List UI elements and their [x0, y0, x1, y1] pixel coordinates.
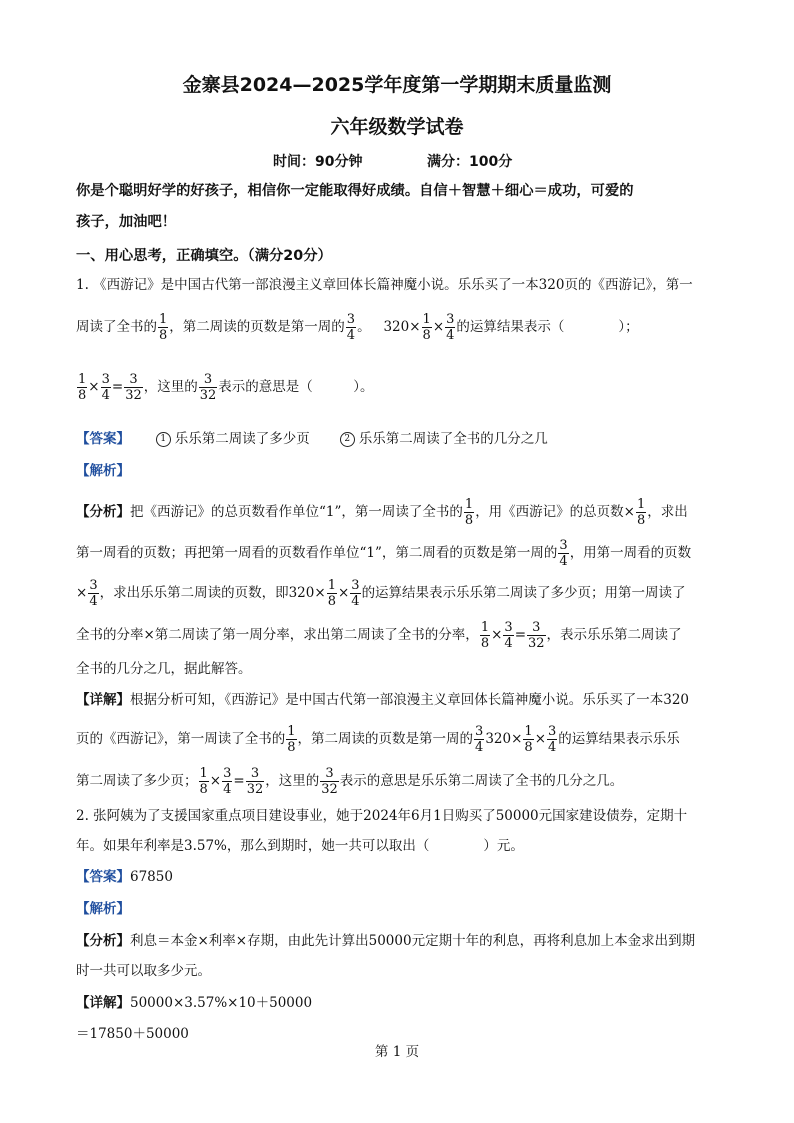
q1-text: 第二周读了多少页；: [76, 773, 198, 789]
fraction: [286, 724, 296, 755]
denominator: 32: [125, 388, 142, 403]
q2-xj-line-1: [76, 993, 312, 1013]
answer-value: 67850: [130, 869, 173, 885]
numerator: 3: [527, 620, 546, 636]
denominator: 4: [559, 554, 568, 569]
denominator: 8: [480, 636, 490, 651]
numerator: 1: [159, 312, 168, 327]
q1-text: 把《西游记》的总页数看作单位“1”，第一周读了全书的: [130, 504, 463, 520]
intro-line-2: 孩子，加油吧！: [76, 214, 177, 230]
q2-answer: [76, 867, 173, 887]
denominator: 4: [475, 740, 484, 755]
denominator: 4: [346, 328, 356, 343]
denominator: 32: [528, 636, 545, 651]
fraction: [474, 724, 484, 755]
fraction: [77, 372, 87, 403]
q1-xj-line-1: [76, 690, 689, 710]
fraction: [558, 538, 568, 569]
answer-1: 乐乐第二周读了多少页: [174, 431, 310, 447]
q1-fx-line-2: [76, 538, 691, 569]
q2-text: 50000×3.57%×10＋50000: [130, 995, 313, 1011]
numerator: 1: [464, 497, 474, 512]
page-number: 第 1 页: [374, 1044, 420, 1060]
answer-tag: 【答案】: [76, 869, 130, 885]
denominator: 8: [524, 740, 533, 755]
q1-fx-line-5: 全书的几分之几，据此解答。: [76, 661, 252, 677]
op: =: [233, 773, 245, 789]
fraction: [527, 620, 546, 651]
q1-text: ，第二周读的页数是第一周的: [169, 319, 345, 335]
fraction: [124, 372, 143, 403]
denominator: 4: [223, 782, 232, 797]
q1-text: 的运算结果表示乐乐: [558, 731, 680, 747]
expr: 320×: [485, 731, 523, 747]
numerator: 1: [199, 766, 208, 781]
expr: 320×: [383, 319, 421, 335]
numerator: 3: [199, 372, 218, 388]
q1-text: ，表示乐乐第二周读了: [546, 627, 682, 643]
denominator: 32: [321, 782, 338, 797]
q2-fx-line-1: [76, 931, 695, 951]
numerator: 3: [346, 312, 356, 327]
q1-fx-line-4: [76, 620, 682, 651]
q1-line-1: 1. 《西游记》是中国古代第一部浪漫主义章回体长篇神魔小说。乐乐买了一本320页的《西游记》，第一: [76, 277, 693, 293]
exam-score: 满分：100分: [427, 154, 513, 170]
exam-time: 时间：90分钟: [273, 154, 363, 170]
page-subtitle: 六年级数学试卷: [330, 116, 464, 138]
circled-number: 2: [340, 432, 355, 447]
denominator: 8: [327, 594, 336, 609]
numerator: 3: [320, 766, 339, 782]
fraction: [480, 620, 490, 651]
numerator: 1: [422, 312, 431, 327]
fraction: [88, 578, 98, 609]
q1-text: ，这里的: [265, 773, 320, 789]
numerator: 3: [548, 724, 557, 739]
denominator: 8: [287, 740, 296, 755]
op: ×: [76, 585, 88, 601]
q2-line-2: 年。如果年利率是3.57%，那么到期时，她一共可以取出（ ）元。: [76, 838, 524, 854]
fraction: [445, 312, 455, 343]
q1-text: 表示的意思是（ ）。: [218, 379, 374, 395]
q1-line-3: [76, 372, 374, 403]
q1-text: ，求出乐乐第二周读的页数，即320×: [99, 585, 326, 601]
numerator: 3: [446, 312, 455, 327]
page-title: 金寨县2024—2025学年度第一学期期末质量监测: [182, 74, 612, 96]
denominator: 4: [101, 388, 110, 403]
fraction: [199, 766, 209, 797]
q1-text: 页的《西游记》，第一周读了全书的: [76, 731, 286, 747]
fraction: [523, 724, 533, 755]
denominator: 8: [464, 513, 474, 528]
intro-line-1: 你是个聪明好学的好孩子，相信你一定能取得好成绩。自信＋智慧＋细心＝成功，可爱的: [76, 183, 634, 199]
q1-text: ，用《西游记》的总页数×: [475, 504, 635, 520]
denominator: 4: [504, 636, 513, 651]
op: ×: [432, 319, 445, 335]
numerator: 1: [287, 724, 296, 739]
denominator: 8: [159, 328, 168, 343]
numerator: 3: [475, 724, 484, 739]
answer-2: 乐乐第二周读了全书的几分之几: [358, 431, 548, 447]
numerator: 3: [223, 766, 232, 781]
numerator: 3: [124, 372, 143, 388]
q1-text: 。: [357, 319, 371, 335]
op: ×: [337, 585, 350, 601]
xj-tag: 【详解】: [76, 692, 130, 708]
denominator: 4: [89, 594, 98, 609]
op: ×: [534, 731, 546, 747]
q1-text: 根据分析可知，《西游记》是中国古代第一部浪漫主义章回体长篇神魔小说。乐乐买了一本320: [130, 692, 690, 708]
numerator: 3: [504, 620, 513, 635]
q2-text: 利息＝本金×利率×存期，由此先计算出50000元定期十年的利息，再将利息加上本金求出到期: [130, 933, 696, 949]
q1-text: 第一周看的页数；再把第一周看的页数看作单位“1”，第二周看的页数是第一周的: [76, 545, 558, 561]
fraction: [503, 620, 513, 651]
fx-tag: 【分析】: [76, 933, 130, 949]
answer-tag: 【答案】: [76, 431, 130, 447]
q1-text: 周读了全书的: [76, 319, 157, 335]
q1-text: ，第二周读的页数是第一周的: [297, 731, 474, 747]
numerator: 1: [327, 578, 336, 593]
q1-text: ，这里的: [143, 379, 198, 395]
q1-xj-line-2: [76, 724, 680, 755]
section-heading: 一、用心思考，正确填空。（满分20分）: [76, 248, 332, 264]
denominator: 4: [446, 328, 455, 343]
denominator: 8: [637, 513, 646, 528]
fraction: [346, 312, 356, 343]
q1-fx-line-1: [76, 497, 688, 528]
fx-tag: 【分析】: [76, 504, 130, 520]
numerator: 1: [480, 620, 490, 635]
op: =: [111, 379, 124, 395]
fraction: [422, 312, 432, 343]
numerator: 3: [246, 766, 265, 782]
q2-xj-line-2: ＝17850＋50000: [76, 1026, 189, 1042]
numerator: 3: [559, 538, 568, 553]
numerator: 3: [101, 372, 110, 387]
numerator: 3: [89, 578, 98, 593]
fraction: [101, 372, 111, 403]
op: ×: [491, 627, 503, 643]
analysis-tag: 【解析】: [76, 901, 130, 917]
fraction: [350, 578, 360, 609]
fraction: [464, 497, 474, 528]
fraction: [246, 766, 265, 797]
q1-text: 表示的意思是乐乐第二周读了全书的几分之几。: [339, 773, 624, 789]
q1-text: 全书的分率×第二周读了第一周分率，求出第二周读了全书的分率，: [76, 627, 479, 643]
op: ×: [209, 773, 222, 789]
q1-text: ，用第一周看的页数: [569, 545, 692, 561]
denominator: 8: [422, 328, 431, 343]
circled-number: 1: [156, 432, 171, 447]
fraction: [547, 724, 557, 755]
q1-text: 的运算结果表示（ ）；: [456, 319, 639, 335]
op: =: [514, 627, 526, 643]
xj-tag: 【详解】: [76, 995, 130, 1011]
fraction: [327, 578, 337, 609]
q2-line-1: 2. 张阿姨为了支援国家重点项目建设事业，她于2024年6月1日购买了50000元国家建设债券，定期十: [76, 808, 688, 824]
denominator: 8: [78, 388, 87, 403]
fraction: [320, 766, 339, 797]
op: ×: [88, 379, 100, 395]
q1-answer: [76, 429, 548, 449]
denominator: 8: [199, 782, 208, 797]
q1-text: ，求出: [647, 504, 688, 520]
q1-xj-line-3: [76, 766, 623, 797]
fraction: [222, 766, 232, 797]
q2-fx-line-2: 时一共可以取多少元。: [76, 963, 211, 979]
fraction: [199, 372, 218, 403]
q1-text: 的运算结果表示乐乐第二周读了多少页；用第一周读了: [361, 585, 686, 601]
numerator: 1: [524, 724, 533, 739]
numerator: 3: [351, 578, 360, 593]
fraction: [158, 312, 168, 343]
fraction: [636, 497, 646, 528]
denominator: 4: [548, 740, 557, 755]
q1-fx-line-3: [76, 578, 686, 609]
q1-line-2: [76, 312, 639, 343]
denominator: 4: [351, 594, 360, 609]
analysis-tag: 【解析】: [76, 463, 130, 479]
numerator: 1: [78, 372, 87, 387]
numerator: 1: [637, 497, 646, 512]
denominator: 32: [199, 388, 217, 403]
denominator: 32: [246, 782, 264, 797]
